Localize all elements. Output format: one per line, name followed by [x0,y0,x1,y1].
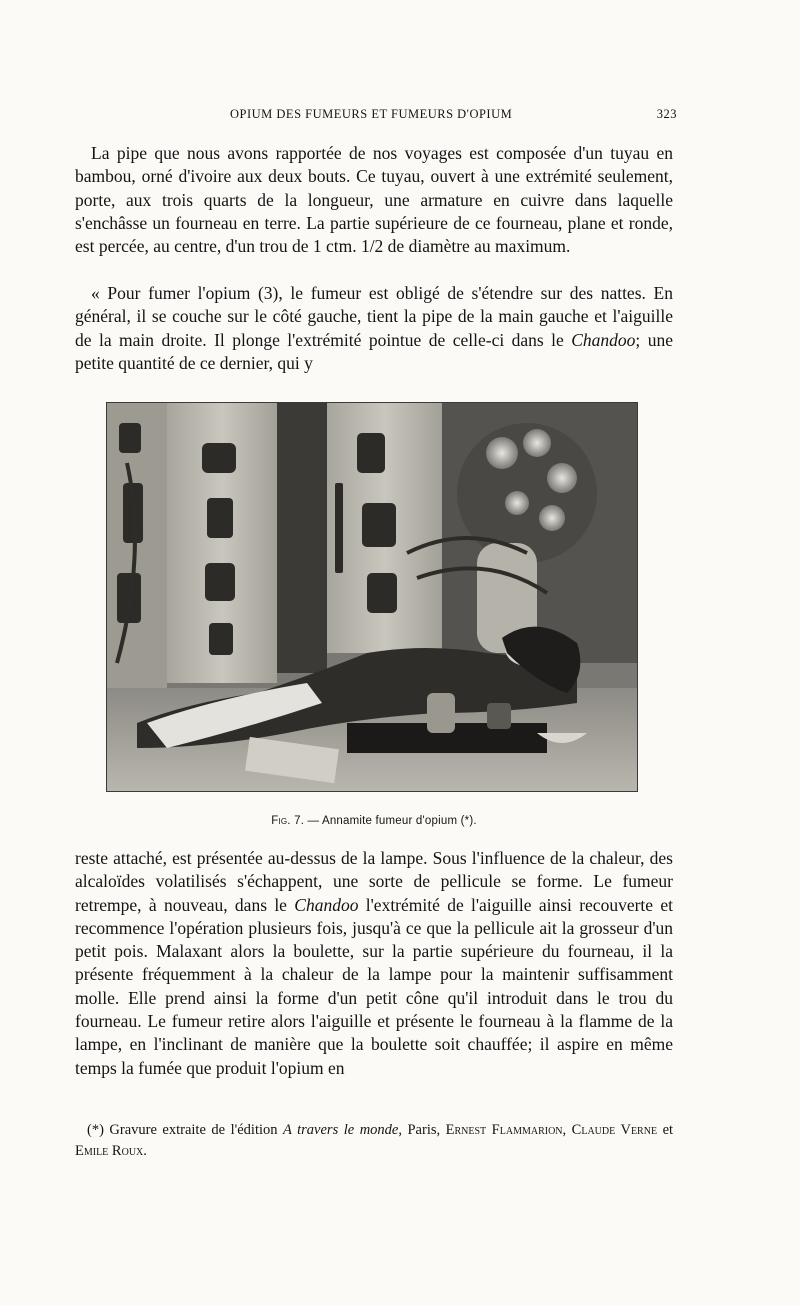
paragraph-3 [75,847,673,1080]
figure-caption [75,815,673,827]
paragraph-3-text-a: reste attaché, est présentée au-dessus de la lampe. Sous l'influence de la chaleur, des alcaloïdes volatilisés s'échappent, une sorte de pellicule se forme. Le fumeur retrempe, à nouveau, dans le [75,848,673,915]
figure-caption-label: Fig. 7. [271,815,305,827]
page-number: 323 [656,107,677,121]
paragraph-3-text-b: l'extrémité de l'aiguille ainsi recouverte et recommence l'opération plusieurs fois, jusqu'à ce que la pellicule ait la grosseur d'un petit pois. Malaxant alors la boulette, sur la partie supérieure du fourneau, il la présente fréquemment à la chaleur de la lampe pour la maintenir suffisamment molle. Elle prend ainsi la forme d'un petit cône qu'il introduit dans le trou du fourneau. Le fumeur retire alors l'aiguille et présente le fourneau à la flamme de la lampe, en l'inclinant de manière que la boulette soit chauffée; il aspire en même temps la fumée que produit l'opium en [75,894,673,1078]
paragraph-1-text: La pipe que nous avons rapportée de nos voyages est composée d'un tuyau en bambou, orné d'ivoire aux deux bouts. Ce tuyau, ouvert à une extrémité seulement, porte, aux trois quarts de la longueur, une armature en cuivre dans laquelle s'enchâsse un fourneau en terre. La partie supérieure de ce fourneau, plane et ronde, est percée, au centre, d'un trou de 1 ctm. 1/2 de diamètre au maximum. [75,143,673,257]
footnote-publisher: Ernest Flammarion [445,1122,563,1138]
paragraph-1 [75,142,673,258]
photograph-opium-smoker [106,402,638,792]
figure-caption-text: — Annamite fumeur d'opium (*). [304,815,477,827]
footnote-text-1: , Paris, [398,1122,446,1138]
paragraph-3-italic: Chandoo [294,894,359,915]
footnote-text-4: . [143,1143,147,1159]
footnote-text-3: et [657,1122,674,1138]
paragraph-2 [75,282,673,375]
footnote-author-2: Emile Roux [75,1143,144,1159]
paragraph-2-text-b: ; une petite quantité de ce dernier, qui y [75,329,673,373]
footnote-text-2: , [562,1122,572,1138]
footnote-title: A travers le monde [283,1122,399,1138]
running-header [95,107,677,127]
footnote-marker: (*) Gravure extraite de l'édition [87,1122,284,1138]
running-title: OPIUM DES FUMEURS ET FUMEURS D'OPIUM [230,107,513,121]
paragraph-2-text-a: « Pour fumer l'opium (3), le fumeur est obligé de s'étendre sur des nattes. En général, il se couche sur le côté gauche, tient la pipe de la main gauche et l'aiguille de la main droite. Il plonge l'extrémité pointue de celle-ci dans le [75,283,673,350]
footnote [75,1120,673,1162]
photograph-illustration [107,403,637,791]
paragraph-2-italic: Chandoo [571,329,636,350]
footnote-author-1: Claude Verne [571,1122,658,1138]
